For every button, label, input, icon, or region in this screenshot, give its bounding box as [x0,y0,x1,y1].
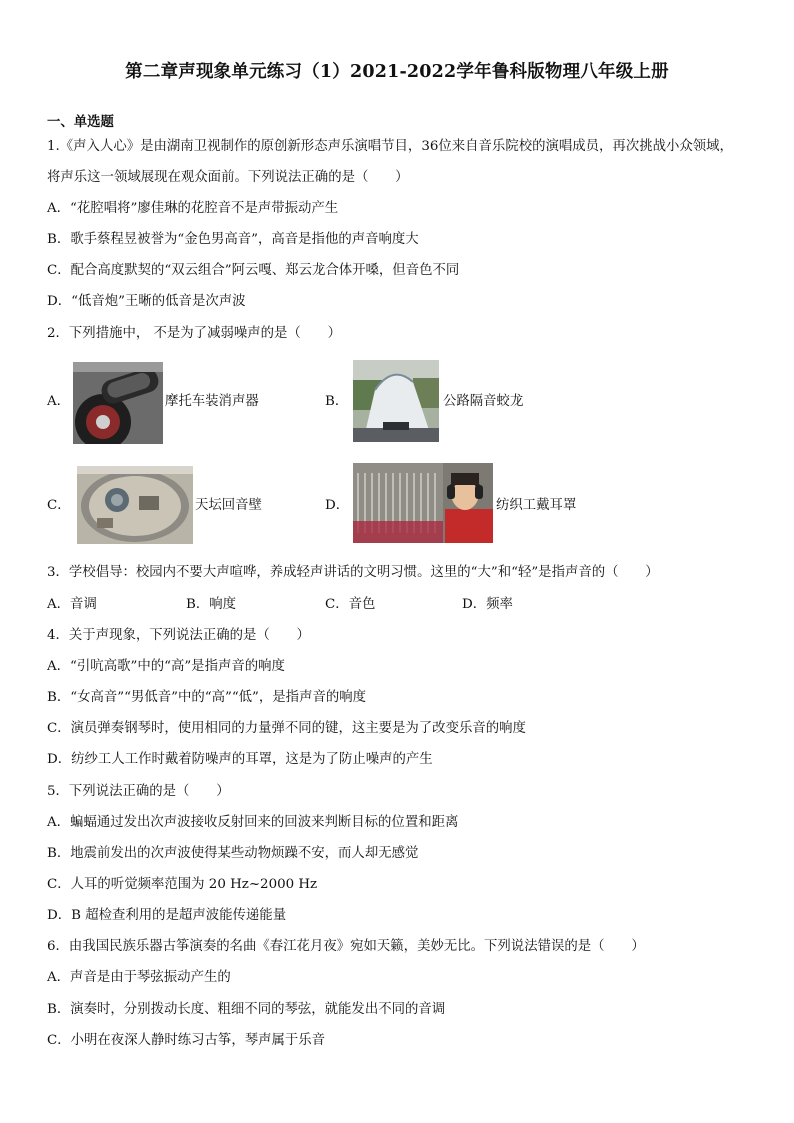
question-2-option-a-letter: A． [47,394,71,409]
question-4-option-d: D．纺纱工人工作时戴着防噪声的耳罩，这是为了防止噪声的产生 [47,752,433,767]
question-2-option-d-letter: D． [325,498,350,513]
textile-worker-earmuffs-image [353,463,493,543]
question-2-option-c-caption: 天坛回音壁 [195,498,262,513]
question-1-option-d: D．“低音炮”王晰的低音是次声波 [47,294,246,309]
question-6-option-a: A．声音是由于琴弦振动产生的 [47,970,231,985]
question-1-option-a: A．“花腔唱将”廖佳琳的花腔音不是声带振动产生 [47,201,339,216]
temple-of-heaven-echo-wall-image [77,466,193,544]
question-6-option-b: B．演奏时，分别拨动长度、粗细不同的琴弦，就能发出不同的音调 [47,1002,446,1017]
question-2-option-a-caption: 摩托车装消声器 [165,394,259,409]
question-4-option-a: A．“引吭高歌”中的“高”是指声音的响度 [47,659,285,674]
section-heading: 一、单选题 [47,114,114,130]
question-3-option-d: D．频率 [462,597,513,612]
question-6-stem: 6．由我国民族乐器古筝演奏的名曲《春江花月夜》宛如天籁，美妙无比。下列说法错误的是（ ） [47,939,645,954]
question-1-option-c: C．配合高度默契的“双云组合”阿云嘎、郑云龙合体开嗓，但音色不同 [47,263,460,278]
question-2-option-b-caption: 公路隔音蛟龙 [443,394,524,409]
motorcycle-muffler-image [73,362,163,444]
question-6-option-c: C．小明在夜深人静时练习古筝，琴声属于乐音 [47,1033,326,1048]
question-4-option-b: B．“女高音”“男低音”中的“高”“低”，是指声音的响度 [47,690,367,705]
question-2-option-d-caption: 纺织工戴耳罩 [496,498,577,513]
question-3-option-b: B．响度 [186,597,237,612]
question-4-option-c: C．演员弹奏钢琴时，使用相同的力量弹不同的键，这主要是为了改变乐音的响度 [47,721,526,736]
question-5-option-c: C．人耳的听觉频率范围为 20 Hz~2000 Hz [47,877,318,892]
question-3-option-a: A．音调 [47,597,97,612]
question-3-stem: 3．学校倡导：校园内不要大声喧哗，养成轻声讲话的文明习惯。这里的“大”和“轻”是指声音的（ ） [47,565,659,580]
question-5-option-a: A．蝙蝠通过发出次声波接收反射回来的回波来判断目标的位置和距离 [47,815,459,830]
question-5-option-d: D．B 超检查利用的是超声波能传递能量 [47,908,287,923]
question-1-stem-line1: 1.《声入人心》是由湖南卫视制作的原创新形态声乐演唱节目，36位来自音乐院校的演唱成员，再次挑战小众领域， [47,139,733,154]
question-2-stem: 2．下列措施中， 不是为了减弱噪声的是（ ） [47,326,341,341]
question-5-stem: 5．下列说法正确的是（ ） [47,784,230,799]
question-1-option-b: B．歌手蔡程昱被誉为“金色男高音”，高音是指他的声音响度大 [47,232,419,247]
highway-sound-barrier-image [353,360,439,442]
page-title: 第二章声现象单元练习（1）2021-2022学年鲁科版物理八年级上册 [125,62,669,82]
question-2-option-b-letter: B． [325,394,349,409]
question-2-option-c-letter: C． [47,498,71,513]
question-3-option-c: C．音色 [325,597,376,612]
question-5-option-b: B．地震前发出的次声波使得某些动物烦躁不安，而人却无感觉 [47,846,419,861]
question-4-stem: 4．关于声现象，下列说法正确的是（ ） [47,628,310,643]
question-1-stem-line2: 将声乐这一领域展现在观众面前。下列说法正确的是（ ） [47,170,409,185]
